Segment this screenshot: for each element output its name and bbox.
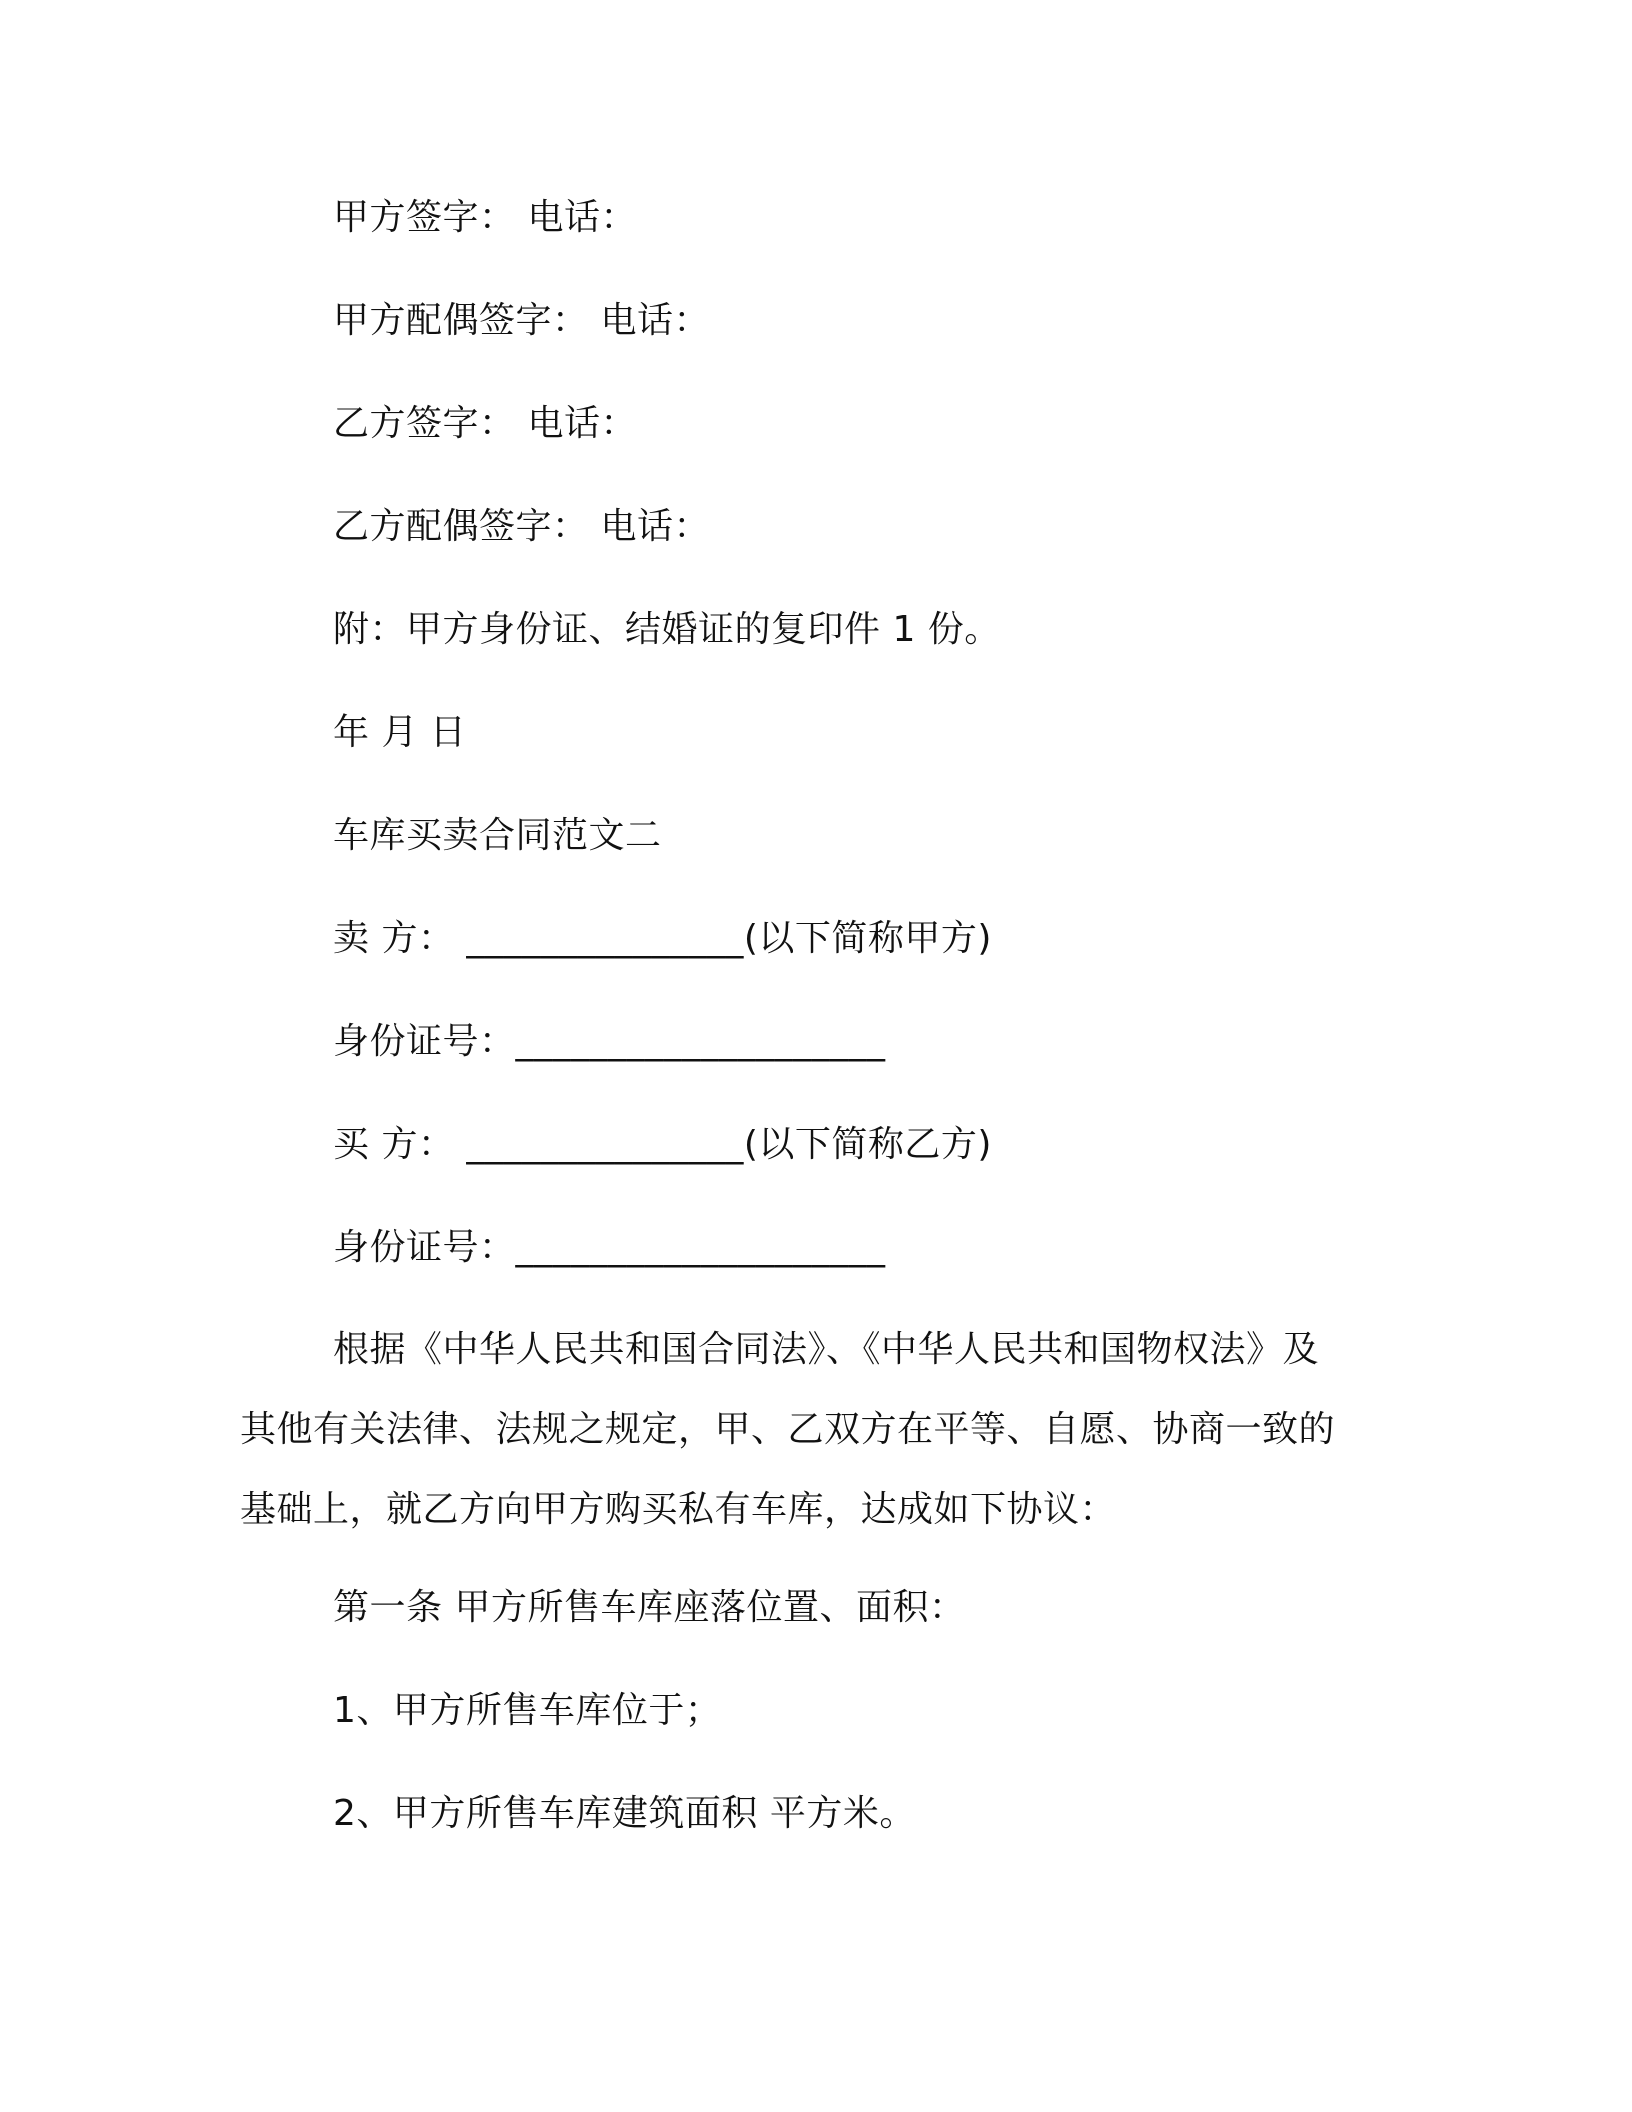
preamble-line-3: 基础上，就乙方向甲方购买私有车库，达成如下协议： [240, 1489, 1117, 1530]
party-a-signature-line: 甲方签字： 电话： [333, 197, 637, 238]
buyer-line: 买 方： _______________(以下简称乙方) [333, 1124, 992, 1165]
party-b-signature-line: 乙方签字： 电话： [333, 403, 637, 444]
party-a-spouse-signature-line: 甲方配偶签字： 电话： [333, 300, 710, 341]
article-1-item-1: 1、甲方所售车库位于； [333, 1690, 722, 1731]
preamble-paragraph [240, 1310, 1380, 1550]
attachment-note: 附：甲方身份证、结婚证的复印件 1 份。 [333, 609, 1001, 650]
date-line: 年 月 日 [333, 712, 467, 753]
seller-line: 卖 方： _______________(以下简称甲方) [333, 918, 992, 959]
preamble-line-2: 其他有关法律、法规之规定，甲、乙双方在平等、自愿、协商一致的 [240, 1409, 1336, 1450]
preamble-line-1: 根据《中华人民共和国合同法》、《中华人民共和国物权法》及 [333, 1329, 1320, 1370]
seller-id-line: 身份证号：____________________ [333, 1021, 886, 1062]
section-title: 车库买卖合同范文二 [333, 815, 662, 856]
article-1-heading: 第一条 甲方所售车库座落位置、面积： [333, 1587, 966, 1628]
buyer-id-line: 身份证号：____________________ [333, 1227, 886, 1268]
article-1-item-2: 2、甲方所售车库建筑面积 平方米。 [333, 1793, 916, 1834]
party-b-spouse-signature-line: 乙方配偶签字： 电话： [333, 506, 710, 547]
